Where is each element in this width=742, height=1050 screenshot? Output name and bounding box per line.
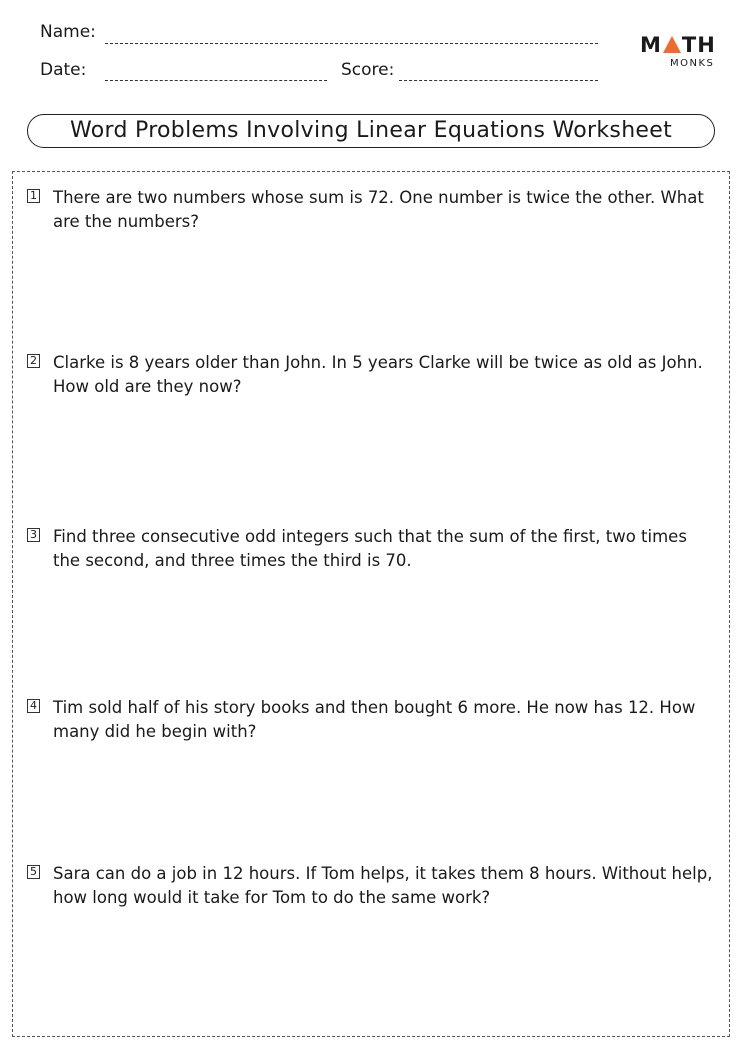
logo-wordmark — [640, 34, 716, 56]
score-field-line — [399, 80, 598, 81]
problem-text: Tim sold half of his story books and then bought 6 more. He now has 12. How many did he begin with? — [53, 698, 696, 741]
triangle-icon — [663, 36, 681, 53]
problem-text: Sara can do a job in 12 hours. If Tom helps, it takes them 8 hours. Without help, how long would it take for Tom to do the same work? — [53, 864, 713, 907]
logo-letters-th: TH — [681, 33, 716, 57]
problem-number-box: 3 — [27, 528, 40, 542]
worksheet-title: Word Problems Involving Linear Equations Worksheet — [69, 118, 673, 143]
name-label: Name: — [40, 22, 96, 42]
problem-number-box: 2 — [27, 354, 40, 368]
problem-text: Find three consecutive odd integers such that the sum of the first, two times the second, and three times the third is 70. — [53, 527, 687, 570]
problem-text: There are two numbers whose sum is 72. One number is twice the other. What are the numbers? — [53, 188, 704, 231]
date-label: Date: — [40, 60, 87, 80]
problem-number-box: 4 — [27, 699, 40, 713]
worksheet-title-banner — [27, 114, 715, 148]
name-field-line — [105, 43, 598, 44]
math-monks-logo — [640, 34, 724, 70]
logo-subtitle: MONKS — [670, 58, 715, 69]
score-label: Score: — [341, 60, 395, 80]
problem-number-box: 5 — [27, 865, 40, 879]
logo-letter-m: M — [640, 33, 662, 57]
problem-text: Clarke is 8 years older than John. In 5 years Clarke will be twice as old as John. How old are they now? — [53, 353, 703, 396]
problem-number-box: 1 — [27, 189, 40, 203]
date-field-line — [105, 80, 327, 81]
